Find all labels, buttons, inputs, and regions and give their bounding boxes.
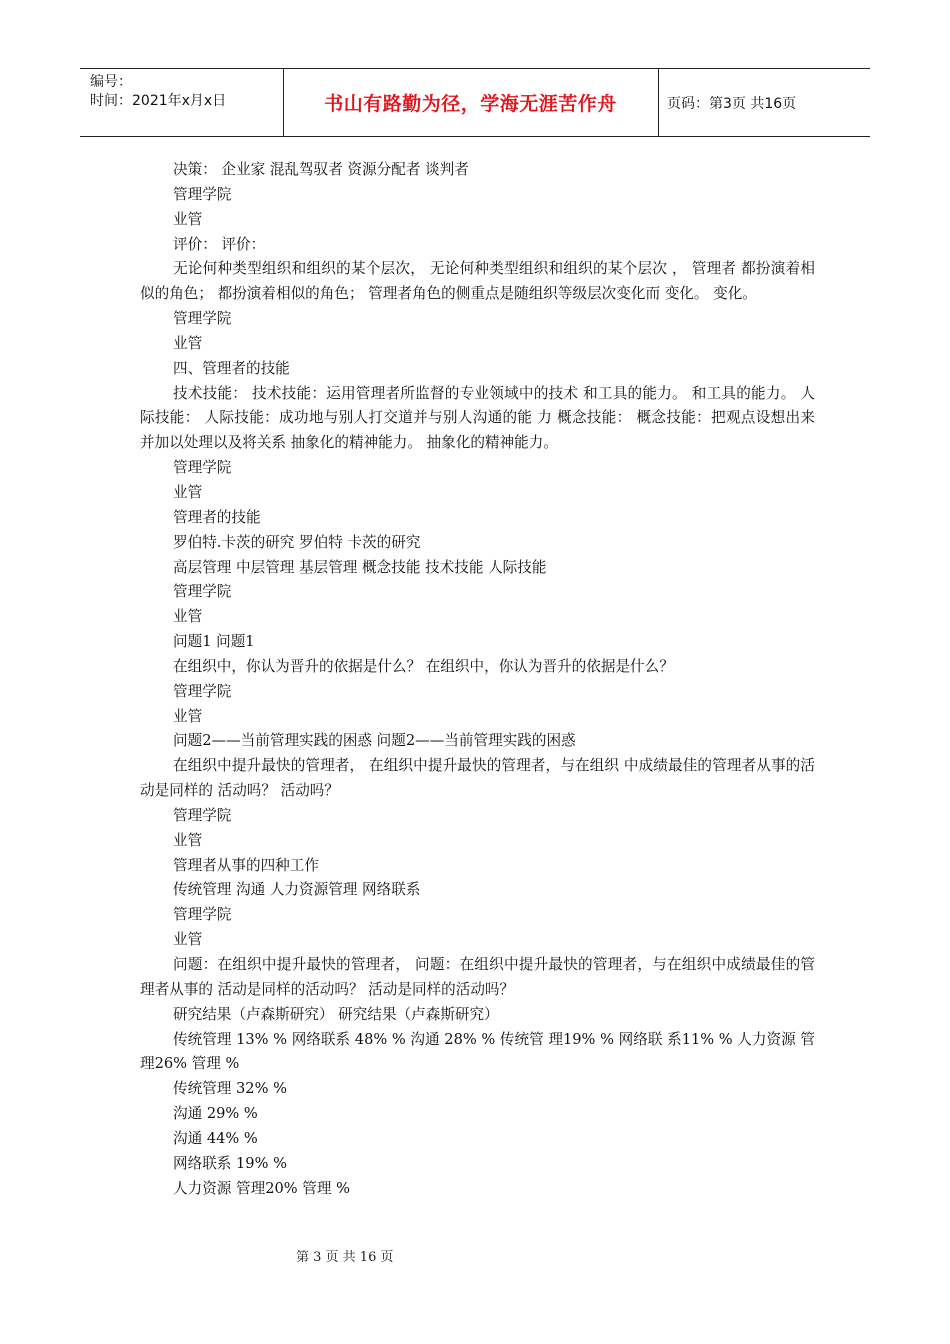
body-paragraph: 业管 [173, 334, 203, 352]
body-paragraph: 四、管理者的技能 [173, 359, 290, 377]
page-header [80, 68, 870, 137]
body-paragraph: 高层管理 中层管理 基层管理 概念技能 技术技能 人际技能 [173, 558, 547, 576]
body-paragraph: 管理学院 [173, 806, 232, 824]
document-date-label: 时间：2021年x月x日 [90, 93, 227, 109]
header-meta [90, 73, 226, 111]
body-paragraph: 问题1 问题1 [173, 633, 255, 651]
body-paragraph: 业管 [173, 608, 203, 626]
body-paragraph: 技术技能： 技术技能：运用管理者所监督的专业领域中的技术 和工具的能力。 和工具的能力。 人际技能： 人际技能：成功地与别人打交道并与别人沟通的能 力 概念技能： 概念技能：把观点设想出来并加以处理以及将关系 抽象化的精神能力。 抽象化的精神能力。 [140, 384, 815, 452]
body-paragraph: 管理者的技能 [173, 508, 261, 526]
body-paragraph: 沟通 44% % [173, 1129, 258, 1147]
body-paragraph: 沟通 29% % [173, 1105, 258, 1123]
body-paragraph: 管理学院 [173, 310, 232, 328]
body-paragraph: 决策： 企业家 混乱驾驭者 资源分配者 谈判者 [173, 161, 469, 178]
body-paragraph: 问题2——当前管理实践的困惑 问题2——当前管理实践的困惑 [173, 732, 576, 750]
body-paragraph: 管理学院 [173, 459, 232, 477]
body-paragraph: 在组织中，你认为晋升的依据是什么？ 在组织中，你认为晋升的依据是什么？ [173, 657, 674, 675]
body-paragraph: 业管 [173, 707, 203, 725]
header-motto: 书山有路勤为径，学海无涯苦作舟 [324, 93, 617, 115]
body-paragraph: 管理学院 [173, 906, 232, 924]
body-paragraph: 业管 [173, 483, 203, 501]
body-paragraph: 业管 [173, 210, 203, 228]
body-paragraph: 管理者从事的四种工作 [173, 856, 319, 874]
body-paragraph: 管理学院 [173, 185, 232, 203]
body-paragraph: 问题：在组织中提升最快的管理者， 问题：在组织中提升最快的管理者，与在组织中成绩最佳的管理者从事的 活动是同样的活动吗？ 活动是同样的活动吗？ [140, 956, 815, 998]
body-paragraph: 人力资源 管理20% 管理 % [173, 1179, 350, 1197]
document-body [140, 158, 815, 1201]
page-footer: 第 3 页 共 16 页 [296, 1250, 394, 1265]
body-paragraph: 研究结果（卢森斯研究） 研究结果（卢森斯研究） [173, 1005, 499, 1023]
body-paragraph: 评价： 评价： [173, 235, 266, 253]
body-paragraph: 管理学院 [173, 682, 232, 700]
body-paragraph: 传统管理 沟通 人力资源管理 网络联系 [173, 881, 421, 899]
document-number-label: 编号： [90, 74, 132, 90]
body-paragraph: 管理学院 [173, 583, 232, 601]
body-paragraph: 业管 [173, 931, 203, 949]
body-paragraph: 传统管理 32% % [173, 1080, 287, 1098]
header-divider-right [658, 69, 659, 136]
header-page-number: 页码：第3页 共16页 [667, 95, 797, 112]
body-paragraph: 业管 [173, 831, 203, 849]
body-paragraph: 无论何种类型组织和组织的某个层次， 无论何种类型组织和组织的某个层次 ， 管理者 都扮演着相似的角色； 都扮演着相似的角色； 管理者角色的侧重点是随组织等级层次变化而 变化。 变化。 [140, 260, 815, 303]
body-paragraph: 罗伯特.卡茨的研究 罗伯特 卡茨的研究 [173, 533, 421, 551]
body-paragraph: 在组织中提升最快的管理者， 在组织中提升最快的管理者，与在组织 中成绩最佳的管理者从事的活动是同样的 活动吗？ 活动吗？ [140, 757, 815, 800]
body-paragraph: 传统管理 13% % 网络联系 48% % 沟通 28% % 传统管 理19% % 网络联 系11% % 人力资源 管理26% 管理 % [140, 1030, 815, 1073]
body-paragraph: 网络联系 19% % [173, 1154, 287, 1172]
